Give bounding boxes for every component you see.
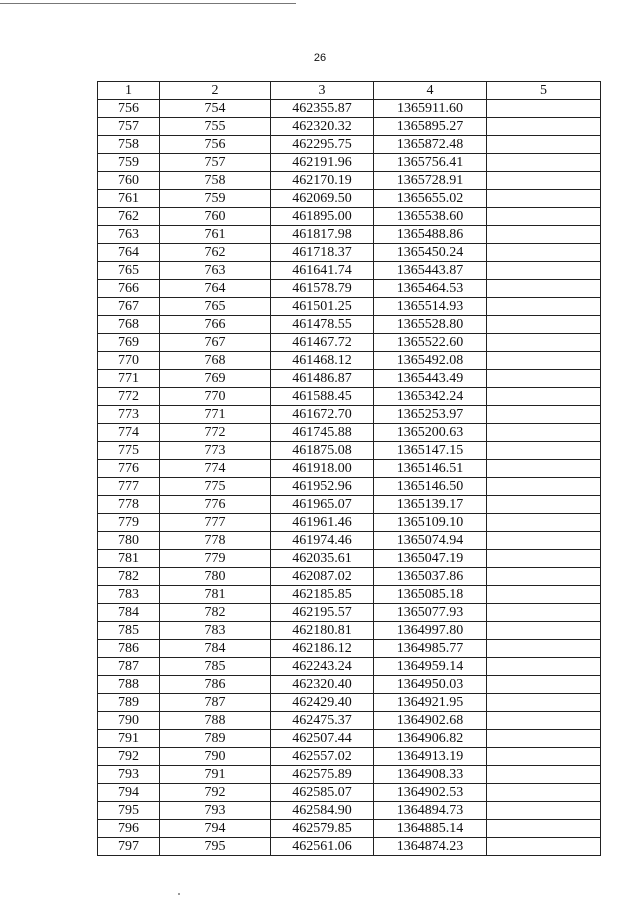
table-row	[98, 244, 601, 262]
table-cell	[487, 478, 601, 496]
table-cell	[487, 568, 601, 586]
table-cell: 784	[98, 604, 160, 622]
table-cell: 791	[98, 730, 160, 748]
table-cell: 1364908.33	[374, 766, 487, 784]
table-cell: 754	[160, 100, 271, 118]
table-cell: 786	[160, 676, 271, 694]
table-cell: 790	[98, 712, 160, 730]
table-cell: 462320.32	[271, 118, 374, 136]
table-cell: 462429.40	[271, 694, 374, 712]
table-cell	[487, 640, 601, 658]
table-cell: 1365200.63	[374, 424, 487, 442]
table-cell: 766	[160, 316, 271, 334]
table-cell: 787	[98, 658, 160, 676]
table-row	[98, 280, 601, 298]
table-cell: 1365146.50	[374, 478, 487, 496]
table-cell: 760	[160, 208, 271, 226]
table-row	[98, 802, 601, 820]
table-cell: 777	[160, 514, 271, 532]
table-row	[98, 478, 601, 496]
table-cell: 1364894.73	[374, 802, 487, 820]
table-cell: 1365488.86	[374, 226, 487, 244]
table-row	[98, 154, 601, 172]
table-cell: 770	[98, 352, 160, 370]
table-cell: 1364885.14	[374, 820, 487, 838]
table-cell	[487, 172, 601, 190]
table-row	[98, 622, 601, 640]
table-cell: 1365443.49	[374, 370, 487, 388]
table-row	[98, 298, 601, 316]
table-row	[98, 136, 601, 154]
table-cell	[487, 730, 601, 748]
table-row	[98, 172, 601, 190]
table-row	[98, 352, 601, 370]
table-cell: 790	[160, 748, 271, 766]
table-cell: 761	[98, 190, 160, 208]
table-cell	[487, 190, 601, 208]
table-cell: 462186.12	[271, 640, 374, 658]
table-cell: 788	[98, 676, 160, 694]
table-cell	[487, 262, 601, 280]
table-row	[98, 460, 601, 478]
table-cell: 1364906.82	[374, 730, 487, 748]
table-cell: 1365074.94	[374, 532, 487, 550]
table-cell: 462185.85	[271, 586, 374, 604]
table-cell: 1364997.80	[374, 622, 487, 640]
table-row	[98, 676, 601, 694]
table-cell: 1364959.14	[374, 658, 487, 676]
table-cell: 461486.87	[271, 370, 374, 388]
table-cell: 462195.57	[271, 604, 374, 622]
table-cell: 756	[98, 100, 160, 118]
table-cell	[487, 712, 601, 730]
table-cell: 462087.02	[271, 568, 374, 586]
table-row	[98, 100, 601, 118]
table-cell: 768	[160, 352, 271, 370]
table-cell: 769	[160, 370, 271, 388]
table-row	[98, 370, 601, 388]
table-cell	[487, 694, 601, 712]
table-cell	[487, 586, 601, 604]
table-cell: 794	[98, 784, 160, 802]
table-cell	[487, 208, 601, 226]
table-cell: 781	[98, 550, 160, 568]
table-cell: 462191.96	[271, 154, 374, 172]
table-cell: 1365253.97	[374, 406, 487, 424]
table-cell: 765	[98, 262, 160, 280]
table-row	[98, 838, 601, 856]
table-cell	[487, 496, 601, 514]
table-cell: 461672.70	[271, 406, 374, 424]
table-cell: 774	[160, 460, 271, 478]
table-cell: 793	[98, 766, 160, 784]
table-cell: 462585.07	[271, 784, 374, 802]
table-cell: 1365037.86	[374, 568, 487, 586]
table-cell: 462475.37	[271, 712, 374, 730]
table-cell	[487, 622, 601, 640]
table-cell: 762	[160, 244, 271, 262]
table-cell: 1365464.53	[374, 280, 487, 298]
column-header: 4	[374, 82, 487, 100]
table-cell: 794	[160, 820, 271, 838]
table-cell: 773	[160, 442, 271, 460]
table-cell: 769	[98, 334, 160, 352]
table-cell: 795	[160, 838, 271, 856]
table-cell: 793	[160, 802, 271, 820]
table-cell: 780	[98, 532, 160, 550]
table-cell: 779	[160, 550, 271, 568]
table-row	[98, 640, 601, 658]
table-cell: 789	[160, 730, 271, 748]
table-cell: 1364874.23	[374, 838, 487, 856]
table-cell: 771	[160, 406, 271, 424]
table-cell: 775	[98, 442, 160, 460]
table-row	[98, 658, 601, 676]
table-cell	[487, 316, 601, 334]
table-cell: 768	[98, 316, 160, 334]
table-cell: 763	[98, 226, 160, 244]
table-cell: 755	[160, 118, 271, 136]
table-cell: 1365139.17	[374, 496, 487, 514]
table-cell: 767	[160, 334, 271, 352]
scan-mark	[178, 893, 180, 895]
table-cell	[487, 676, 601, 694]
table-cell: 772	[160, 424, 271, 442]
table-cell: 461965.07	[271, 496, 374, 514]
table-cell: 785	[98, 622, 160, 640]
table-cell: 461478.55	[271, 316, 374, 334]
table-row	[98, 784, 601, 802]
table-cell	[487, 802, 601, 820]
table-cell: 461918.00	[271, 460, 374, 478]
table-cell: 461641.74	[271, 262, 374, 280]
table-cell: 1365077.93	[374, 604, 487, 622]
table-cell	[487, 550, 601, 568]
table-cell	[487, 370, 601, 388]
table-cell: 1364921.95	[374, 694, 487, 712]
table-cell: 787	[160, 694, 271, 712]
column-header: 3	[271, 82, 374, 100]
table-cell	[487, 838, 601, 856]
table-cell: 462320.40	[271, 676, 374, 694]
table-cell: 1365047.19	[374, 550, 487, 568]
table-cell: 771	[98, 370, 160, 388]
table-cell: 778	[98, 496, 160, 514]
table-cell: 461718.37	[271, 244, 374, 262]
table-cell: 462561.06	[271, 838, 374, 856]
table-row	[98, 712, 601, 730]
table-cell: 759	[160, 190, 271, 208]
table-cell: 1365655.02	[374, 190, 487, 208]
table-cell: 757	[160, 154, 271, 172]
table-cell	[487, 154, 601, 172]
table-cell: 1365522.60	[374, 334, 487, 352]
table-cell: 462557.02	[271, 748, 374, 766]
table-cell: 764	[160, 280, 271, 298]
table-row	[98, 532, 601, 550]
table-cell	[487, 604, 601, 622]
table-cell: 783	[98, 586, 160, 604]
table-cell: 764	[98, 244, 160, 262]
table-cell: 763	[160, 262, 271, 280]
table-cell	[487, 514, 601, 532]
table-cell: 1365443.87	[374, 262, 487, 280]
table-row	[98, 226, 601, 244]
column-header: 2	[160, 82, 271, 100]
table-cell: 1365085.18	[374, 586, 487, 604]
table-row	[98, 424, 601, 442]
table-cell	[487, 820, 601, 838]
table-cell: 461895.00	[271, 208, 374, 226]
table-row	[98, 730, 601, 748]
table-row	[98, 604, 601, 622]
table-cell: 461501.25	[271, 298, 374, 316]
table-row	[98, 190, 601, 208]
table-cell: 1365528.80	[374, 316, 487, 334]
table-cell: 791	[160, 766, 271, 784]
table-cell: 762	[98, 208, 160, 226]
table-cell: 461588.45	[271, 388, 374, 406]
table-cell: 758	[160, 172, 271, 190]
table-cell: 462243.24	[271, 658, 374, 676]
table-cell: 775	[160, 478, 271, 496]
table-row	[98, 550, 601, 568]
table-cell: 772	[98, 388, 160, 406]
table-cell: 462170.19	[271, 172, 374, 190]
table-row	[98, 388, 601, 406]
table-cell: 462035.61	[271, 550, 374, 568]
table-row	[98, 316, 601, 334]
table-cell: 1365728.91	[374, 172, 487, 190]
table-cell: 462355.87	[271, 100, 374, 118]
table-cell: 462180.81	[271, 622, 374, 640]
table-row	[98, 820, 601, 838]
table-row	[98, 568, 601, 586]
table-row	[98, 694, 601, 712]
table-row	[98, 442, 601, 460]
table-row	[98, 118, 601, 136]
table-cell: 462295.75	[271, 136, 374, 154]
table-cell: 756	[160, 136, 271, 154]
table-cell: 461961.46	[271, 514, 374, 532]
table-row	[98, 766, 601, 784]
table-cell: 461468.12	[271, 352, 374, 370]
coordinates-table	[97, 81, 601, 856]
table-cell: 796	[98, 820, 160, 838]
table-cell	[487, 100, 601, 118]
table-cell	[487, 766, 601, 784]
table-cell	[487, 226, 601, 244]
table-row	[98, 406, 601, 424]
table-cell: 758	[98, 136, 160, 154]
table-cell: 781	[160, 586, 271, 604]
table-cell: 461952.96	[271, 478, 374, 496]
table-cell	[487, 748, 601, 766]
table-cell: 1365538.60	[374, 208, 487, 226]
header-rule	[0, 3, 296, 4]
table-cell: 778	[160, 532, 271, 550]
table-cell: 1365756.41	[374, 154, 487, 172]
table-cell	[487, 280, 601, 298]
table-cell: 788	[160, 712, 271, 730]
table-cell: 777	[98, 478, 160, 496]
table-cell	[487, 460, 601, 478]
table-cell	[487, 784, 601, 802]
table-cell: 767	[98, 298, 160, 316]
table-cell: 773	[98, 406, 160, 424]
table-cell: 792	[98, 748, 160, 766]
table-cell: 765	[160, 298, 271, 316]
table-body	[98, 100, 601, 856]
table-row	[98, 514, 601, 532]
table-cell: 461817.98	[271, 226, 374, 244]
table-cell: 786	[98, 640, 160, 658]
table-cell	[487, 352, 601, 370]
table-cell: 1364902.53	[374, 784, 487, 802]
table-cell: 461578.79	[271, 280, 374, 298]
table-cell: 797	[98, 838, 160, 856]
table-cell: 757	[98, 118, 160, 136]
table-cell: 782	[98, 568, 160, 586]
table-cell: 1365514.93	[374, 298, 487, 316]
table-cell: 782	[160, 604, 271, 622]
table-cell: 759	[98, 154, 160, 172]
table-cell	[487, 136, 601, 154]
table-cell: 462507.44	[271, 730, 374, 748]
table-cell	[487, 334, 601, 352]
table-cell: 792	[160, 784, 271, 802]
table-cell: 789	[98, 694, 160, 712]
column-header: 5	[487, 82, 601, 100]
table-cell	[487, 532, 601, 550]
table-cell: 776	[160, 496, 271, 514]
table-cell: 462575.89	[271, 766, 374, 784]
table-cell: 1364902.68	[374, 712, 487, 730]
table-cell: 1364950.03	[374, 676, 487, 694]
table-cell: 760	[98, 172, 160, 190]
table-cell: 770	[160, 388, 271, 406]
table-cell	[487, 424, 601, 442]
table-cell: 1365450.24	[374, 244, 487, 262]
table-cell: 462584.90	[271, 802, 374, 820]
table-row	[98, 208, 601, 226]
table-cell: 780	[160, 568, 271, 586]
table-cell: 461467.72	[271, 334, 374, 352]
table-cell: 461875.08	[271, 442, 374, 460]
table-row	[98, 748, 601, 766]
table-cell: 776	[98, 460, 160, 478]
header-row	[98, 82, 601, 100]
table-cell: 1365147.15	[374, 442, 487, 460]
table-row	[98, 496, 601, 514]
table-cell: 1365342.24	[374, 388, 487, 406]
table-cell: 461745.88	[271, 424, 374, 442]
table-row	[98, 334, 601, 352]
table-row	[98, 586, 601, 604]
table-cell: 1364985.77	[374, 640, 487, 658]
table-row	[98, 262, 601, 280]
table-cell: 1365109.10	[374, 514, 487, 532]
table-cell: 461974.46	[271, 532, 374, 550]
table-cell: 1365872.48	[374, 136, 487, 154]
table-cell: 783	[160, 622, 271, 640]
table-cell: 779	[98, 514, 160, 532]
table-cell	[487, 298, 601, 316]
column-header: 1	[98, 82, 160, 100]
table-cell	[487, 658, 601, 676]
table-cell: 766	[98, 280, 160, 298]
table-cell	[487, 118, 601, 136]
table-cell	[487, 388, 601, 406]
table-cell: 462579.85	[271, 820, 374, 838]
table-cell: 774	[98, 424, 160, 442]
table-cell: 1365492.08	[374, 352, 487, 370]
table-cell: 795	[98, 802, 160, 820]
table-cell: 784	[160, 640, 271, 658]
page-number: 26	[313, 52, 327, 64]
table-cell	[487, 406, 601, 424]
table-cell: 785	[160, 658, 271, 676]
table-cell: 1365911.60	[374, 100, 487, 118]
table-cell	[487, 442, 601, 460]
table-cell: 1365895.27	[374, 118, 487, 136]
table-cell: 462069.50	[271, 190, 374, 208]
table-cell: 761	[160, 226, 271, 244]
table-cell: 1365146.51	[374, 460, 487, 478]
table-cell	[487, 244, 601, 262]
table-cell: 1364913.19	[374, 748, 487, 766]
